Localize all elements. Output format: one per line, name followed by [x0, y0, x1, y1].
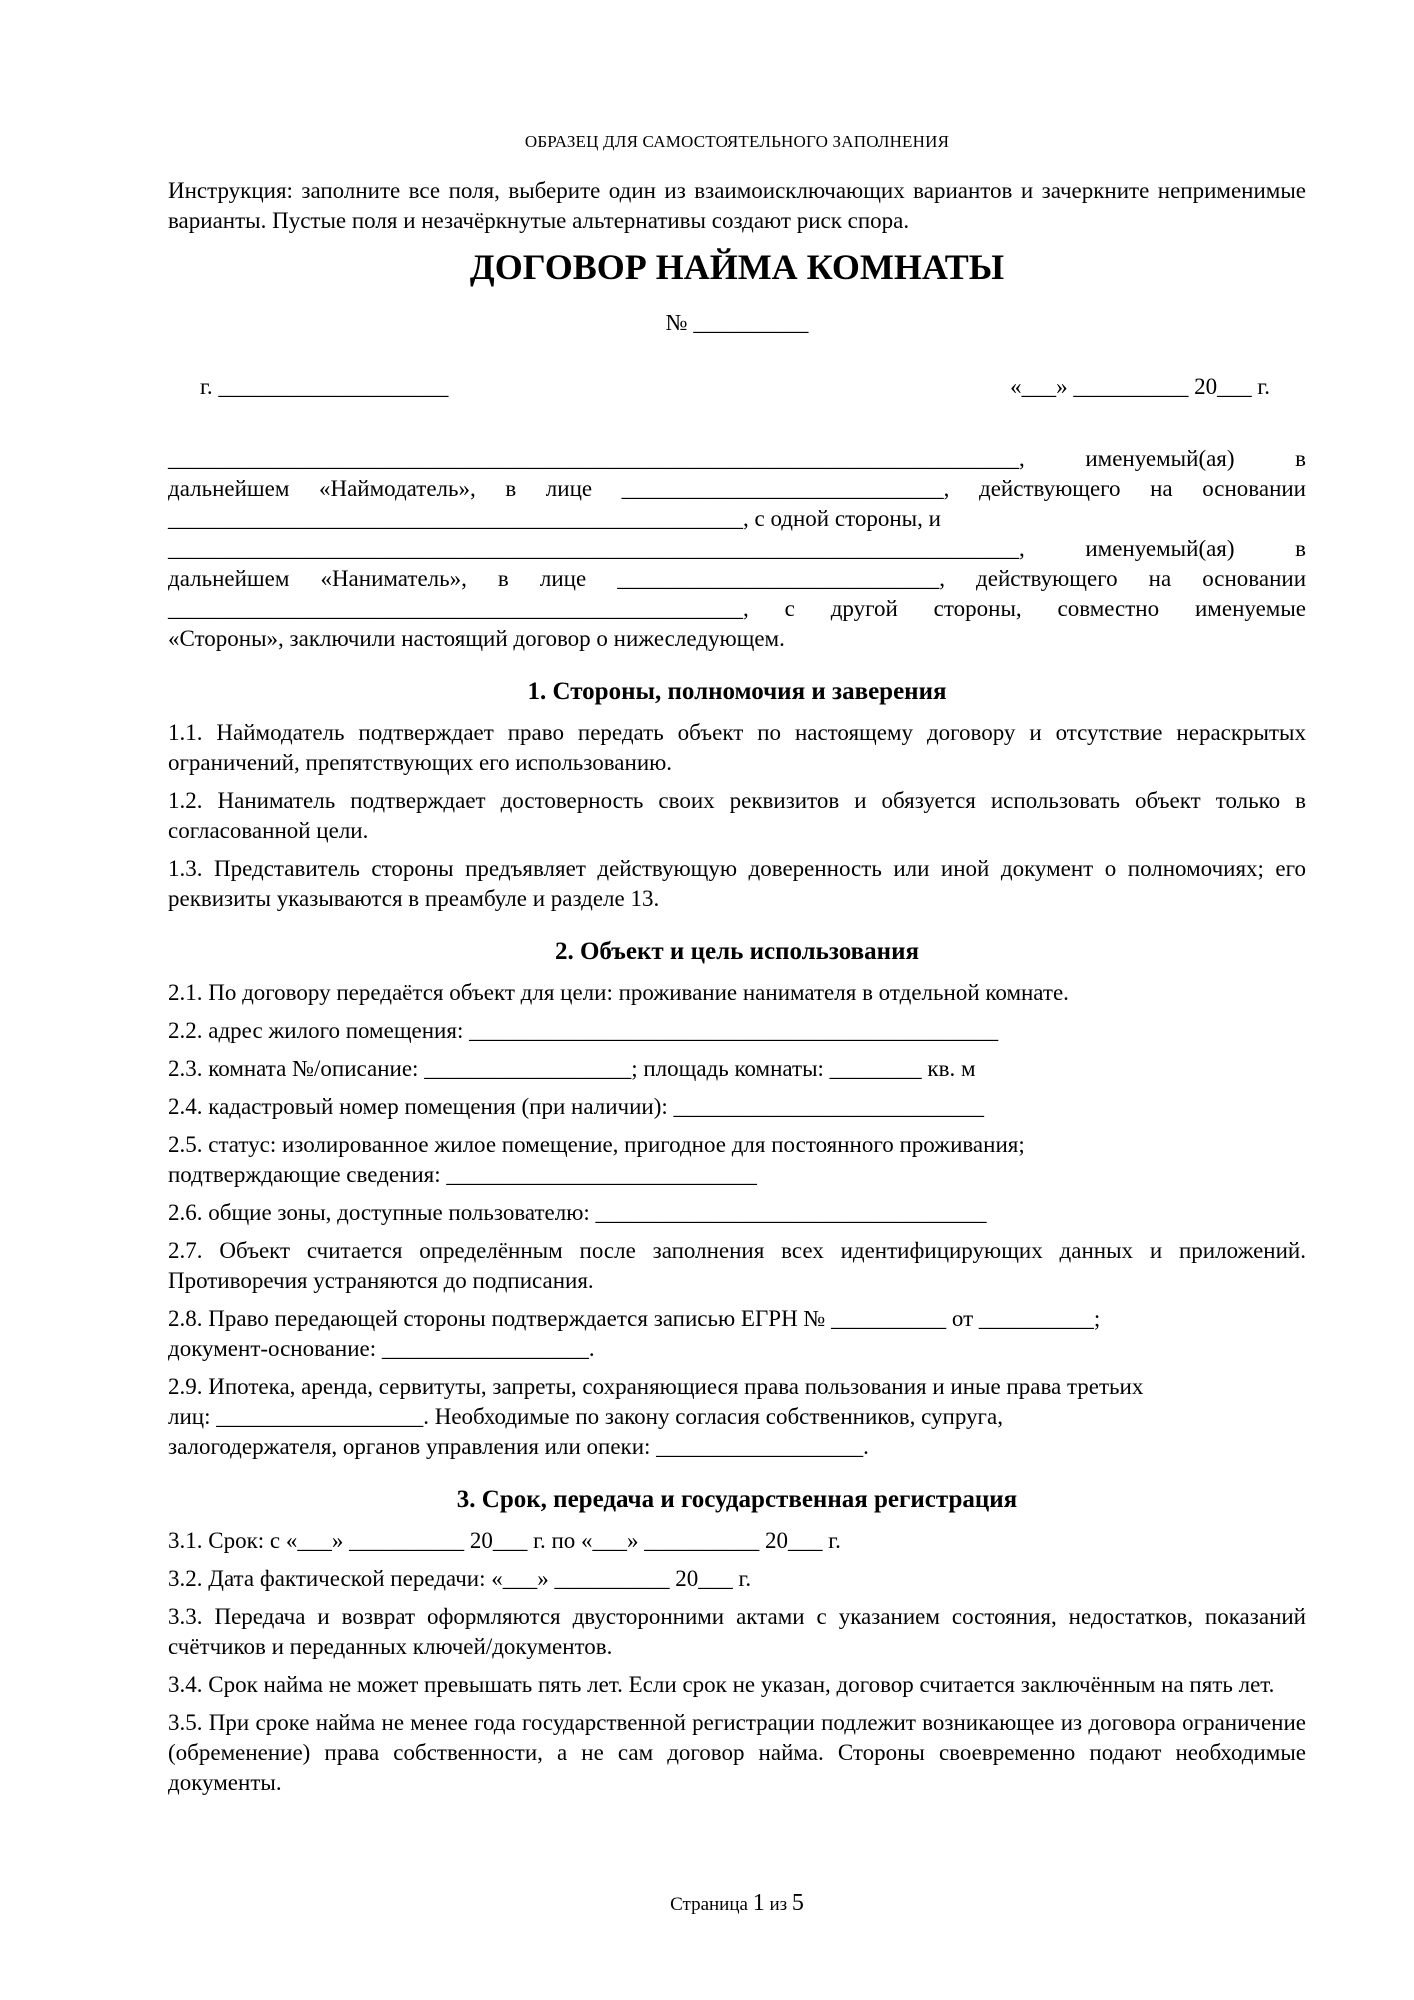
- clause-2-9-line: залогодержателя, органов управления или опеки: __________________.: [168, 1434, 869, 1459]
- clause-2-9-line: 2.9. Ипотека, аренда, сервитуты, запреты, сохраняющиеся права пользования и иные права третьих: [168, 1374, 1144, 1399]
- contract-number-field: № __________: [665, 310, 809, 335]
- preamble: [168, 444, 1306, 654]
- clause-2-2: 2.2. адрес жилого помещения: ______________________________________________: [168, 1018, 999, 1043]
- page-word: Страница: [670, 1894, 748, 1915]
- preamble-line: дальнейшем «Наймодатель», в лице ____________________________, действующего на основании: [168, 476, 1306, 501]
- section-heading-2: 2. Объект и цель использования: [554, 938, 919, 965]
- preamble-line: __________________________________________________________________________, именуемый(ая) в: [168, 536, 1306, 561]
- preamble-line: __________________________________________________, с одной стороны, и: [168, 506, 941, 531]
- clause-3-3: 3.3. Передача и возврат оформляются двусторонними актами с указанием состояния, недостатков, показаний счётчиков и переданных ключей/документов.: [168, 1604, 1306, 1659]
- page-total: 5: [791, 1890, 804, 1916]
- clause-2-9-line: лиц: __________________. Необходимые по закону согласия собственников, супруга,: [168, 1404, 1003, 1429]
- city-field: г. ____________________: [200, 374, 449, 399]
- of-word: из: [769, 1894, 788, 1915]
- document-body: [168, 444, 1306, 1798]
- preamble-line: __________________________________________________, с другой стороны, совместно именуемые: [168, 596, 1306, 621]
- clause-2-7: 2.7. Объект считается определённым после заполнения всех идентифицирующих данных и приложений. Противоречия устраняются до подписания.: [168, 1238, 1306, 1293]
- instruction-text: Инструкция: заполните все поля, выберите один из взаимоисключающих вариантов и зачеркните неприменимые варианты. Пустые поля и незачёркнутые альтернативы создают риск спора.: [168, 178, 1306, 233]
- section-heading-3: 3. Срок, передача и государственная регистрация: [456, 1486, 1018, 1513]
- clause-2-5: [168, 1130, 1306, 1190]
- clause-3-1: 3.1. Срок: с «___» __________ 20___ г. по «___» __________ 20___ г.: [168, 1528, 841, 1553]
- clause-2-4: 2.4. кадастровый номер помещения (при наличии): ___________________________: [168, 1094, 985, 1119]
- clause-1-1: 1.1. Наймодатель подтверждает право передать объект по настоящему договору и отсутствие нераскрытых ограничений, препятствующих его использованию.: [168, 720, 1306, 775]
- clause-3-4: 3.4. Срок найма не может превышать пять лет. Если срок не указан, договор считается заключённым на пять лет.: [168, 1672, 1275, 1697]
- clause-1-2: 1.2. Наниматель подтверждает достоверность своих реквизитов и обязуется использовать объект только в согласованной цели.: [168, 788, 1306, 843]
- preamble-line: __________________________________________________________________________, именуемый(ая) в: [168, 446, 1306, 471]
- date-field: «___» __________ 20___ г.: [1010, 374, 1270, 399]
- clause-2-5-line: 2.5. статус: изолированное жилое помещение, пригодное для постоянного проживания;: [168, 1132, 1025, 1157]
- clause-3-2: 3.2. Дата фактической передачи: «___» __________ 20___ г.: [168, 1566, 752, 1591]
- section-heading-1: 1. Стороны, полномочия и заверения: [527, 678, 947, 705]
- clause-2-9: [168, 1372, 1306, 1462]
- clause-2-8-line: 2.8. Право передающей стороны подтверждается записью ЕГРН № __________ от __________;: [168, 1306, 1101, 1331]
- clause-2-8: [168, 1304, 1306, 1364]
- clause-3-5: 3.5. При сроке найма не менее года государственной регистрации подлежит возникающее из договора ограничение (обременение) права собственности, а не сам договор найма. Стороны своевременно подают необходимые документы.: [168, 1710, 1306, 1795]
- page-footer: [168, 1890, 1306, 1917]
- clause-2-8-line: документ-основание: __________________.: [168, 1336, 595, 1361]
- document-title: ДОГОВОР НАЙМА КОМНАТЫ: [469, 247, 1005, 287]
- clause-1-3: 1.3. Представитель стороны предъявляет действующую доверенность или иной документ о полномочиях; его реквизиты указываются в преамбуле и разделе 13.: [168, 856, 1306, 911]
- preamble-line: дальнейшем «Наниматель», в лице ____________________________, действующего на основании: [168, 566, 1306, 591]
- city-date-row: [200, 374, 1270, 400]
- clause-2-5-line: подтверждающие сведения: ___________________________: [168, 1162, 757, 1187]
- clause-2-6: 2.6. общие зоны, доступные пользователю: __________________________________: [168, 1200, 987, 1225]
- page-number: 1: [752, 1890, 765, 1916]
- clause-2-1: 2.1. По договору передаётся объект для цели: проживание нанимателя в отдельной комнате.: [168, 980, 1069, 1005]
- preamble-line: «Стороны», заключили настоящий договор о нижеследующем.: [168, 626, 785, 651]
- document-page: [168, 0, 1306, 2000]
- clause-2-3: 2.3. комната №/описание: __________________; площадь комнаты: ________ кв. м: [168, 1056, 976, 1081]
- sample-note: ОБРАЗЕЦ ДЛЯ САМОСТОЯТЕЛЬНОГО ЗАПОЛНЕНИЯ: [524, 132, 950, 151]
